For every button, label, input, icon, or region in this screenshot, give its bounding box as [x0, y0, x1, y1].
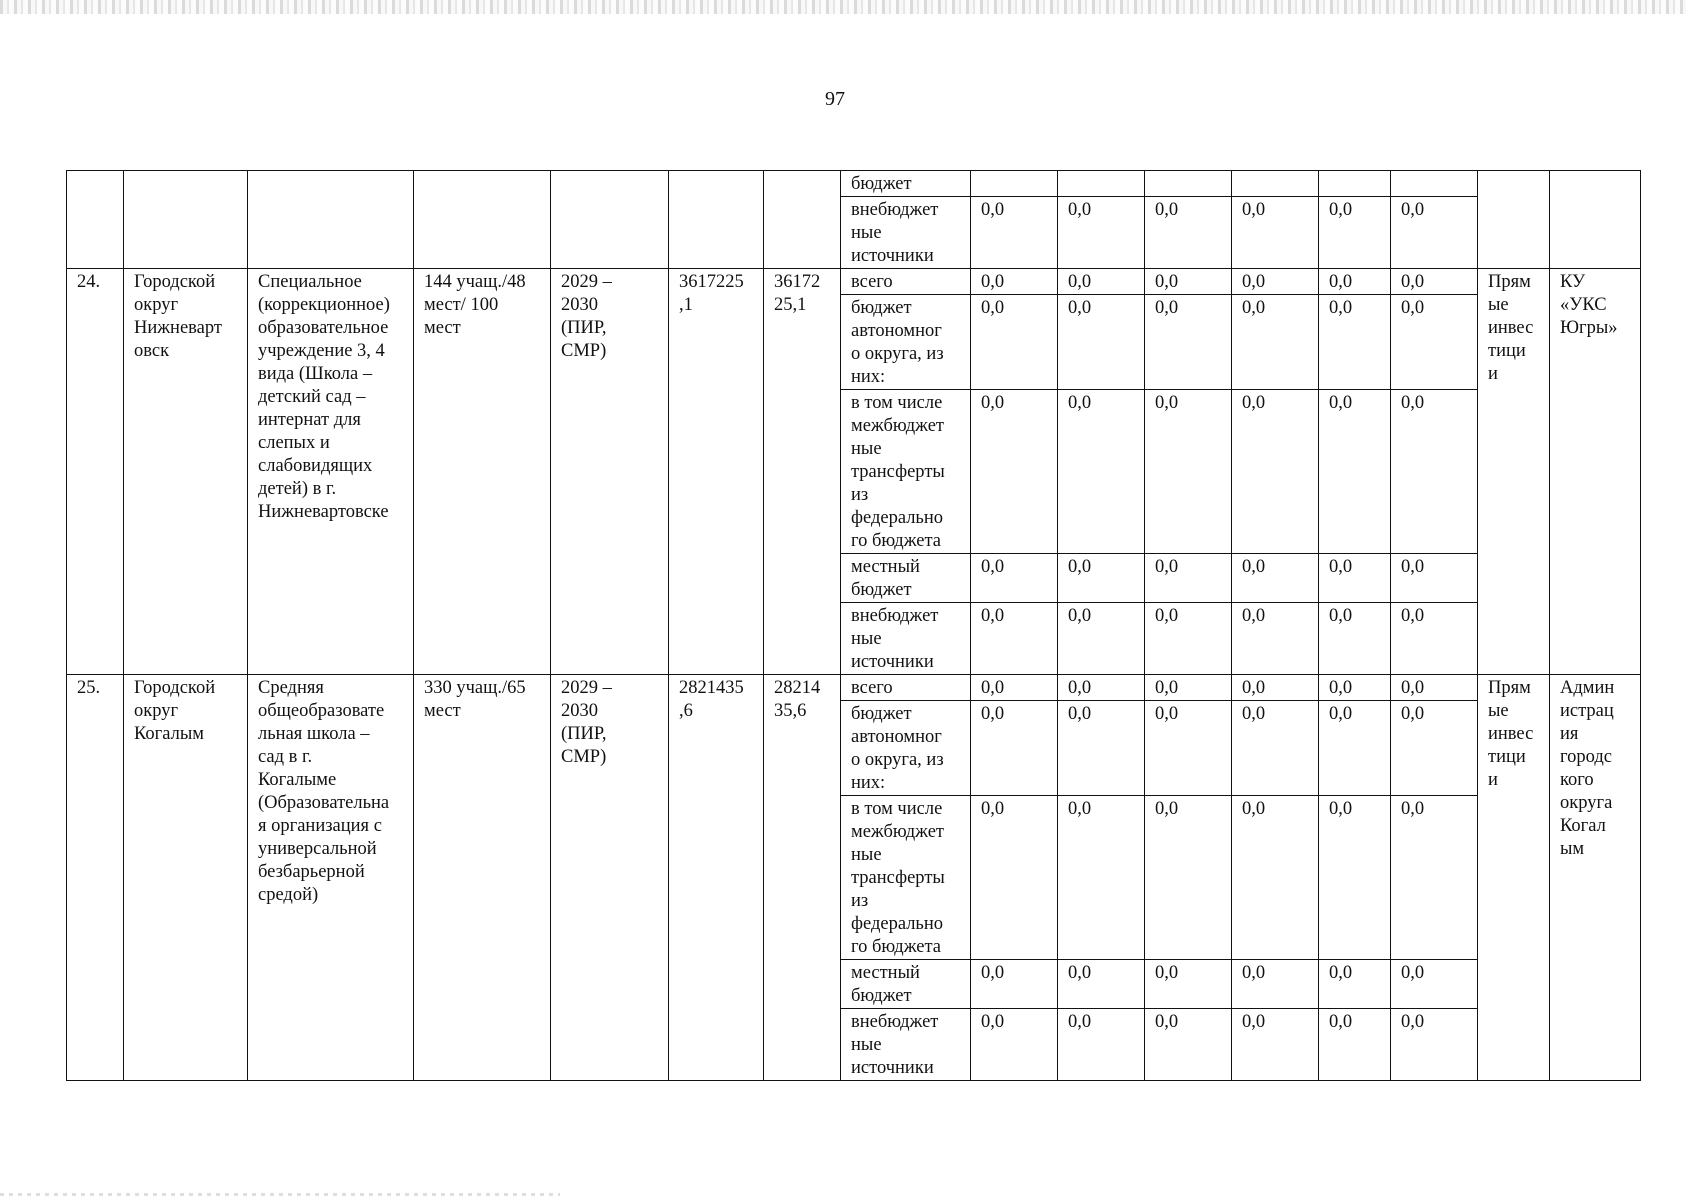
funding-value-cell	[1232, 171, 1319, 197]
funding-value-cell: 0,0	[1058, 269, 1145, 295]
customer-line: истрац	[1560, 701, 1614, 721]
implementation-mechanism-line: ые	[1488, 295, 1509, 315]
period-line: (ПИР,	[561, 318, 607, 338]
object-name-line: (коррекционное)	[258, 295, 390, 315]
funding-source-label-line: местный	[851, 963, 920, 983]
implementation-mechanism-line: и	[1488, 364, 1498, 384]
funding-source-label-line: ные	[851, 845, 882, 865]
object-name-line: безбарьерной	[258, 862, 365, 882]
funding-source-label-line: межбюджет	[851, 822, 944, 842]
implementation-mechanism-line: Прям	[1488, 272, 1531, 292]
funding-value-cell: 0,0	[1058, 295, 1145, 390]
funding-source-label-line: бюджет	[851, 986, 912, 1006]
funding-value-cell: 0,0	[1232, 675, 1319, 701]
funding-source-label	[841, 701, 971, 796]
funding-value-cell: 0,0	[971, 1009, 1058, 1081]
funding-value-cell: 0,0	[1232, 197, 1319, 269]
funding-value-cell: 0,0	[1319, 554, 1391, 603]
capacity	[414, 269, 551, 675]
object-name-line: интернат для	[258, 410, 361, 430]
funding-value-cell: 0,0	[1232, 554, 1319, 603]
funding-value-cell: 0,0	[1058, 1009, 1145, 1081]
funding-source-label-line: источники	[851, 246, 934, 266]
implementation-mechanism-line: ые	[1488, 701, 1509, 721]
funding-value-cell: 0,0	[1391, 269, 1478, 295]
continuation-cell	[1550, 171, 1641, 269]
object-name-line: слепых и	[258, 433, 330, 453]
continuation-cell	[551, 171, 669, 269]
funding-value-cell: 0,0	[1145, 675, 1232, 701]
funding-source-label-line: всего	[851, 272, 893, 292]
funding-value-cell: 0,0	[971, 701, 1058, 796]
municipality-line: округ	[134, 701, 179, 721]
object-name-line: учреждение 3, 4	[258, 341, 385, 361]
funding-value-cell: 0,0	[1391, 960, 1478, 1009]
implementation-mechanism-line: и	[1488, 770, 1498, 790]
estimated-cost	[669, 269, 764, 675]
funding-value-cell: 0,0	[1145, 1009, 1232, 1081]
municipality-line: овск	[134, 341, 170, 361]
funding-value-cell: 0,0	[971, 269, 1058, 295]
funding-source-label	[841, 1009, 971, 1081]
funding-source-label	[841, 269, 971, 295]
funding-source-label-line: трансферты	[851, 462, 945, 482]
municipality-line: Городской	[134, 678, 216, 698]
funding-value-cell	[971, 171, 1058, 197]
funding-value-cell: 0,0	[971, 796, 1058, 960]
funding-value-cell: 0,0	[1232, 295, 1319, 390]
municipality-line: округ	[134, 295, 179, 315]
funding-value-cell: 0,0	[1319, 675, 1391, 701]
row-number-line: 25.	[77, 678, 101, 698]
funding-source-label	[841, 960, 971, 1009]
estimated-cost-line: 2821435	[679, 678, 744, 698]
funding-value-cell	[1058, 171, 1145, 197]
funding-value-cell: 0,0	[1319, 295, 1391, 390]
customer	[1550, 269, 1641, 675]
object-name-line: сад в г.	[258, 747, 313, 767]
funding-value-cell: 0,0	[1232, 603, 1319, 675]
funding-source-label-line: ные	[851, 223, 882, 243]
object-name-line: средой)	[258, 885, 319, 905]
funding-value-cell: 0,0	[1391, 675, 1478, 701]
capacity	[414, 675, 551, 1081]
funding-value-cell	[1391, 171, 1478, 197]
estimated-cost	[669, 675, 764, 1081]
row-number	[67, 269, 124, 675]
remaining-cost-line: 36172	[774, 272, 821, 292]
customer-line: Админ	[1560, 678, 1615, 698]
funding-value-cell: 0,0	[1232, 701, 1319, 796]
remaining-cost	[764, 269, 841, 675]
funding-value-cell: 0,0	[1145, 554, 1232, 603]
funding-value-cell: 0,0	[1391, 796, 1478, 960]
capacity-line: 330 учащ./65	[424, 678, 526, 698]
customer-line: Когал	[1560, 816, 1606, 836]
funding-source-label-line: федерально	[851, 914, 944, 934]
funding-value-cell: 0,0	[1391, 390, 1478, 554]
funding-value-cell: 0,0	[971, 390, 1058, 554]
funding-value-cell: 0,0	[1391, 701, 1478, 796]
funding-source-label-line: внебюджет	[851, 200, 939, 220]
funding-source-label-line: в том числе	[851, 799, 943, 819]
continuation-cell	[67, 171, 124, 269]
implementation-mechanism	[1478, 675, 1550, 1081]
funding-value-cell: 0,0	[1319, 701, 1391, 796]
estimated-cost-line: ,6	[679, 701, 693, 721]
funding-source-label-line: о округа, из	[851, 750, 944, 770]
funding-source-label-line: ные	[851, 1035, 882, 1055]
funding-value-cell: 0,0	[1145, 960, 1232, 1009]
funding-value-cell: 0,0	[1145, 295, 1232, 390]
estimated-cost-line: ,1	[679, 295, 693, 315]
object-name-line: Средняя	[258, 678, 324, 698]
funding-value-cell: 0,0	[1391, 1009, 1478, 1081]
funding-source-label-line: го бюджета	[851, 531, 941, 551]
funding-source-label	[841, 603, 971, 675]
funding-value-cell: 0,0	[1145, 269, 1232, 295]
municipality-line: Когалым	[134, 724, 204, 744]
funding-value-cell: 0,0	[1058, 390, 1145, 554]
scan-artifact-top	[0, 0, 1686, 14]
funding-source-label-line: автономног	[851, 727, 942, 747]
funding-value-cell: 0,0	[971, 197, 1058, 269]
customer-line: «УКС	[1560, 295, 1607, 315]
funding-source-label-line: в том числе	[851, 393, 943, 413]
funding-value-cell	[1145, 171, 1232, 197]
funding-source-label-line: внебюджет	[851, 606, 939, 626]
funding-source-label-line: источники	[851, 1058, 934, 1078]
object-name-line: слабовидящих	[258, 456, 373, 476]
table-row	[67, 171, 1641, 197]
funding-value-cell: 0,0	[1058, 796, 1145, 960]
municipality-line: Городской	[134, 272, 216, 292]
customer-line: городс	[1560, 747, 1612, 767]
remaining-cost-line: 25,1	[774, 295, 807, 315]
object-name-line: детей) в г.	[258, 479, 337, 499]
remaining-cost	[764, 675, 841, 1081]
funding-source-label-line: бюджет	[851, 298, 912, 318]
funding-value-cell: 0,0	[1319, 960, 1391, 1009]
implementation-mechanism-line: Прям	[1488, 678, 1531, 698]
object-name	[248, 269, 414, 675]
capacity-line: мест/ 100	[424, 295, 499, 315]
funding-value-cell: 0,0	[1319, 197, 1391, 269]
object-name-line: Специальное	[258, 272, 362, 292]
funding-source-label	[841, 554, 971, 603]
customer-line: ым	[1560, 839, 1585, 859]
funding-value-cell: 0,0	[1058, 701, 1145, 796]
implementation-mechanism-line: тици	[1488, 341, 1526, 361]
funding-value-cell: 0,0	[971, 675, 1058, 701]
funding-value-cell: 0,0	[1058, 675, 1145, 701]
funding-source-label-line: них:	[851, 773, 886, 793]
customer-line: КУ	[1560, 272, 1586, 292]
municipality	[124, 675, 248, 1081]
funding-value-cell: 0,0	[971, 603, 1058, 675]
funding-source-label	[841, 796, 971, 960]
capacity-line: 144 учащ./48	[424, 272, 526, 292]
implementation-mechanism-line: инвес	[1488, 724, 1534, 744]
row-number-line: 24.	[77, 272, 101, 292]
funding-source-label-line: о округа, из	[851, 344, 944, 364]
investment-table	[66, 170, 1641, 1081]
funding-value-cell: 0,0	[1232, 390, 1319, 554]
row-number	[67, 675, 124, 1081]
table-row	[67, 675, 1641, 701]
funding-source-label-line: всего	[851, 678, 893, 698]
period-line: (ПИР,	[561, 724, 607, 744]
object-name-line: общеобразовате	[258, 701, 385, 721]
municipality-line: Нижневарт	[134, 318, 222, 338]
continuation-cell	[764, 171, 841, 269]
funding-source-label-line: местный	[851, 557, 920, 577]
customer-line: Югры»	[1560, 318, 1618, 338]
implementation-mechanism-line: инвес	[1488, 318, 1534, 338]
funding-source-label-line: них:	[851, 367, 886, 387]
funding-source-label-line: бюджет	[851, 580, 912, 600]
capacity-line: мест	[424, 318, 461, 338]
funding-source-label-line: внебюджет	[851, 1012, 939, 1032]
funding-value-cell: 0,0	[1232, 269, 1319, 295]
funding-source-label-line: ные	[851, 629, 882, 649]
funding-value-cell: 0,0	[1319, 1009, 1391, 1081]
funding-value-cell: 0,0	[971, 554, 1058, 603]
funding-source-label	[841, 390, 971, 554]
funding-value-cell: 0,0	[1058, 603, 1145, 675]
period-line: 2029 –	[561, 272, 612, 292]
period-line: СМР)	[561, 747, 607, 767]
funding-value-cell: 0,0	[1391, 295, 1478, 390]
continuation-cell	[669, 171, 764, 269]
funding-source-label-line: трансферты	[851, 868, 945, 888]
funding-source-label	[841, 675, 971, 701]
funding-value-cell: 0,0	[1058, 197, 1145, 269]
funding-source-label-line: ные	[851, 439, 882, 459]
funding-value-cell: 0,0	[971, 295, 1058, 390]
period	[551, 269, 669, 675]
continuation-cell	[414, 171, 551, 269]
continuation-cell	[1478, 171, 1550, 269]
funding-source-label-line: го бюджета	[851, 937, 941, 957]
funding-source-label-line: бюджет	[851, 174, 912, 194]
funding-source-label-line: межбюджет	[851, 416, 944, 436]
period-line: СМР)	[561, 341, 607, 361]
object-name-line: (Образовательна	[258, 793, 390, 813]
funding-value-cell: 0,0	[1391, 554, 1478, 603]
funding-value-cell: 0,0	[1232, 1009, 1319, 1081]
funding-value-cell: 0,0	[1319, 390, 1391, 554]
funding-source-label-line: бюджет	[851, 704, 912, 724]
funding-value-cell: 0,0	[1145, 603, 1232, 675]
object-name-line: Когалыме	[258, 770, 337, 790]
object-name-line: я организация с	[258, 816, 382, 836]
object-name-line: детский сад –	[258, 387, 366, 407]
page-number: 97	[825, 88, 845, 110]
remaining-cost-line: 35,6	[774, 701, 807, 721]
object-name-line: универсальной	[258, 839, 377, 859]
implementation-mechanism	[1478, 269, 1550, 675]
funding-value-cell: 0,0	[971, 960, 1058, 1009]
table-row	[67, 269, 1641, 295]
funding-value-cell: 0,0	[1232, 960, 1319, 1009]
continuation-cell	[248, 171, 414, 269]
funding-value-cell: 0,0	[1232, 796, 1319, 960]
funding-value-cell: 0,0	[1058, 554, 1145, 603]
continuation-cell	[124, 171, 248, 269]
funding-value-cell: 0,0	[1319, 796, 1391, 960]
period-line: 2030	[561, 701, 598, 721]
object-name-line: вида (Школа –	[258, 364, 373, 384]
period-line: 2030	[561, 295, 598, 315]
funding-source-label-line: источники	[851, 652, 934, 672]
funding-value-cell	[1319, 171, 1391, 197]
funding-source-label	[841, 197, 971, 269]
customer-line: ия	[1560, 724, 1579, 744]
remaining-cost-line: 28214	[774, 678, 821, 698]
period-line: 2029 –	[561, 678, 612, 698]
capacity-line: мест	[424, 701, 461, 721]
funding-source-label	[841, 171, 971, 197]
funding-value-cell: 0,0	[1391, 603, 1478, 675]
funding-value-cell: 0,0	[1145, 796, 1232, 960]
customer	[1550, 675, 1641, 1081]
scan-artifact-bottom	[0, 1193, 560, 1196]
object-name-line: Нижневартовске	[258, 502, 389, 522]
funding-value-cell: 0,0	[1145, 197, 1232, 269]
object-name-line: образовательное	[258, 318, 389, 338]
funding-value-cell: 0,0	[1391, 197, 1478, 269]
funding-value-cell: 0,0	[1058, 960, 1145, 1009]
object-name	[248, 675, 414, 1081]
funding-source-label-line: федерально	[851, 508, 944, 528]
customer-line: кого	[1560, 770, 1594, 790]
estimated-cost-line: 3617225	[679, 272, 744, 292]
period	[551, 675, 669, 1081]
funding-source-label	[841, 295, 971, 390]
object-name-line: льная школа –	[258, 724, 370, 744]
table-body	[67, 171, 1641, 1081]
municipality	[124, 269, 248, 675]
customer-line: округа	[1560, 793, 1613, 813]
funding-value-cell: 0,0	[1319, 269, 1391, 295]
funding-value-cell: 0,0	[1319, 603, 1391, 675]
funding-value-cell: 0,0	[1145, 390, 1232, 554]
funding-source-label-line: из	[851, 891, 869, 911]
funding-source-label-line: из	[851, 485, 869, 505]
implementation-mechanism-line: тици	[1488, 747, 1526, 767]
funding-source-label-line: автономног	[851, 321, 942, 341]
funding-value-cell: 0,0	[1145, 701, 1232, 796]
